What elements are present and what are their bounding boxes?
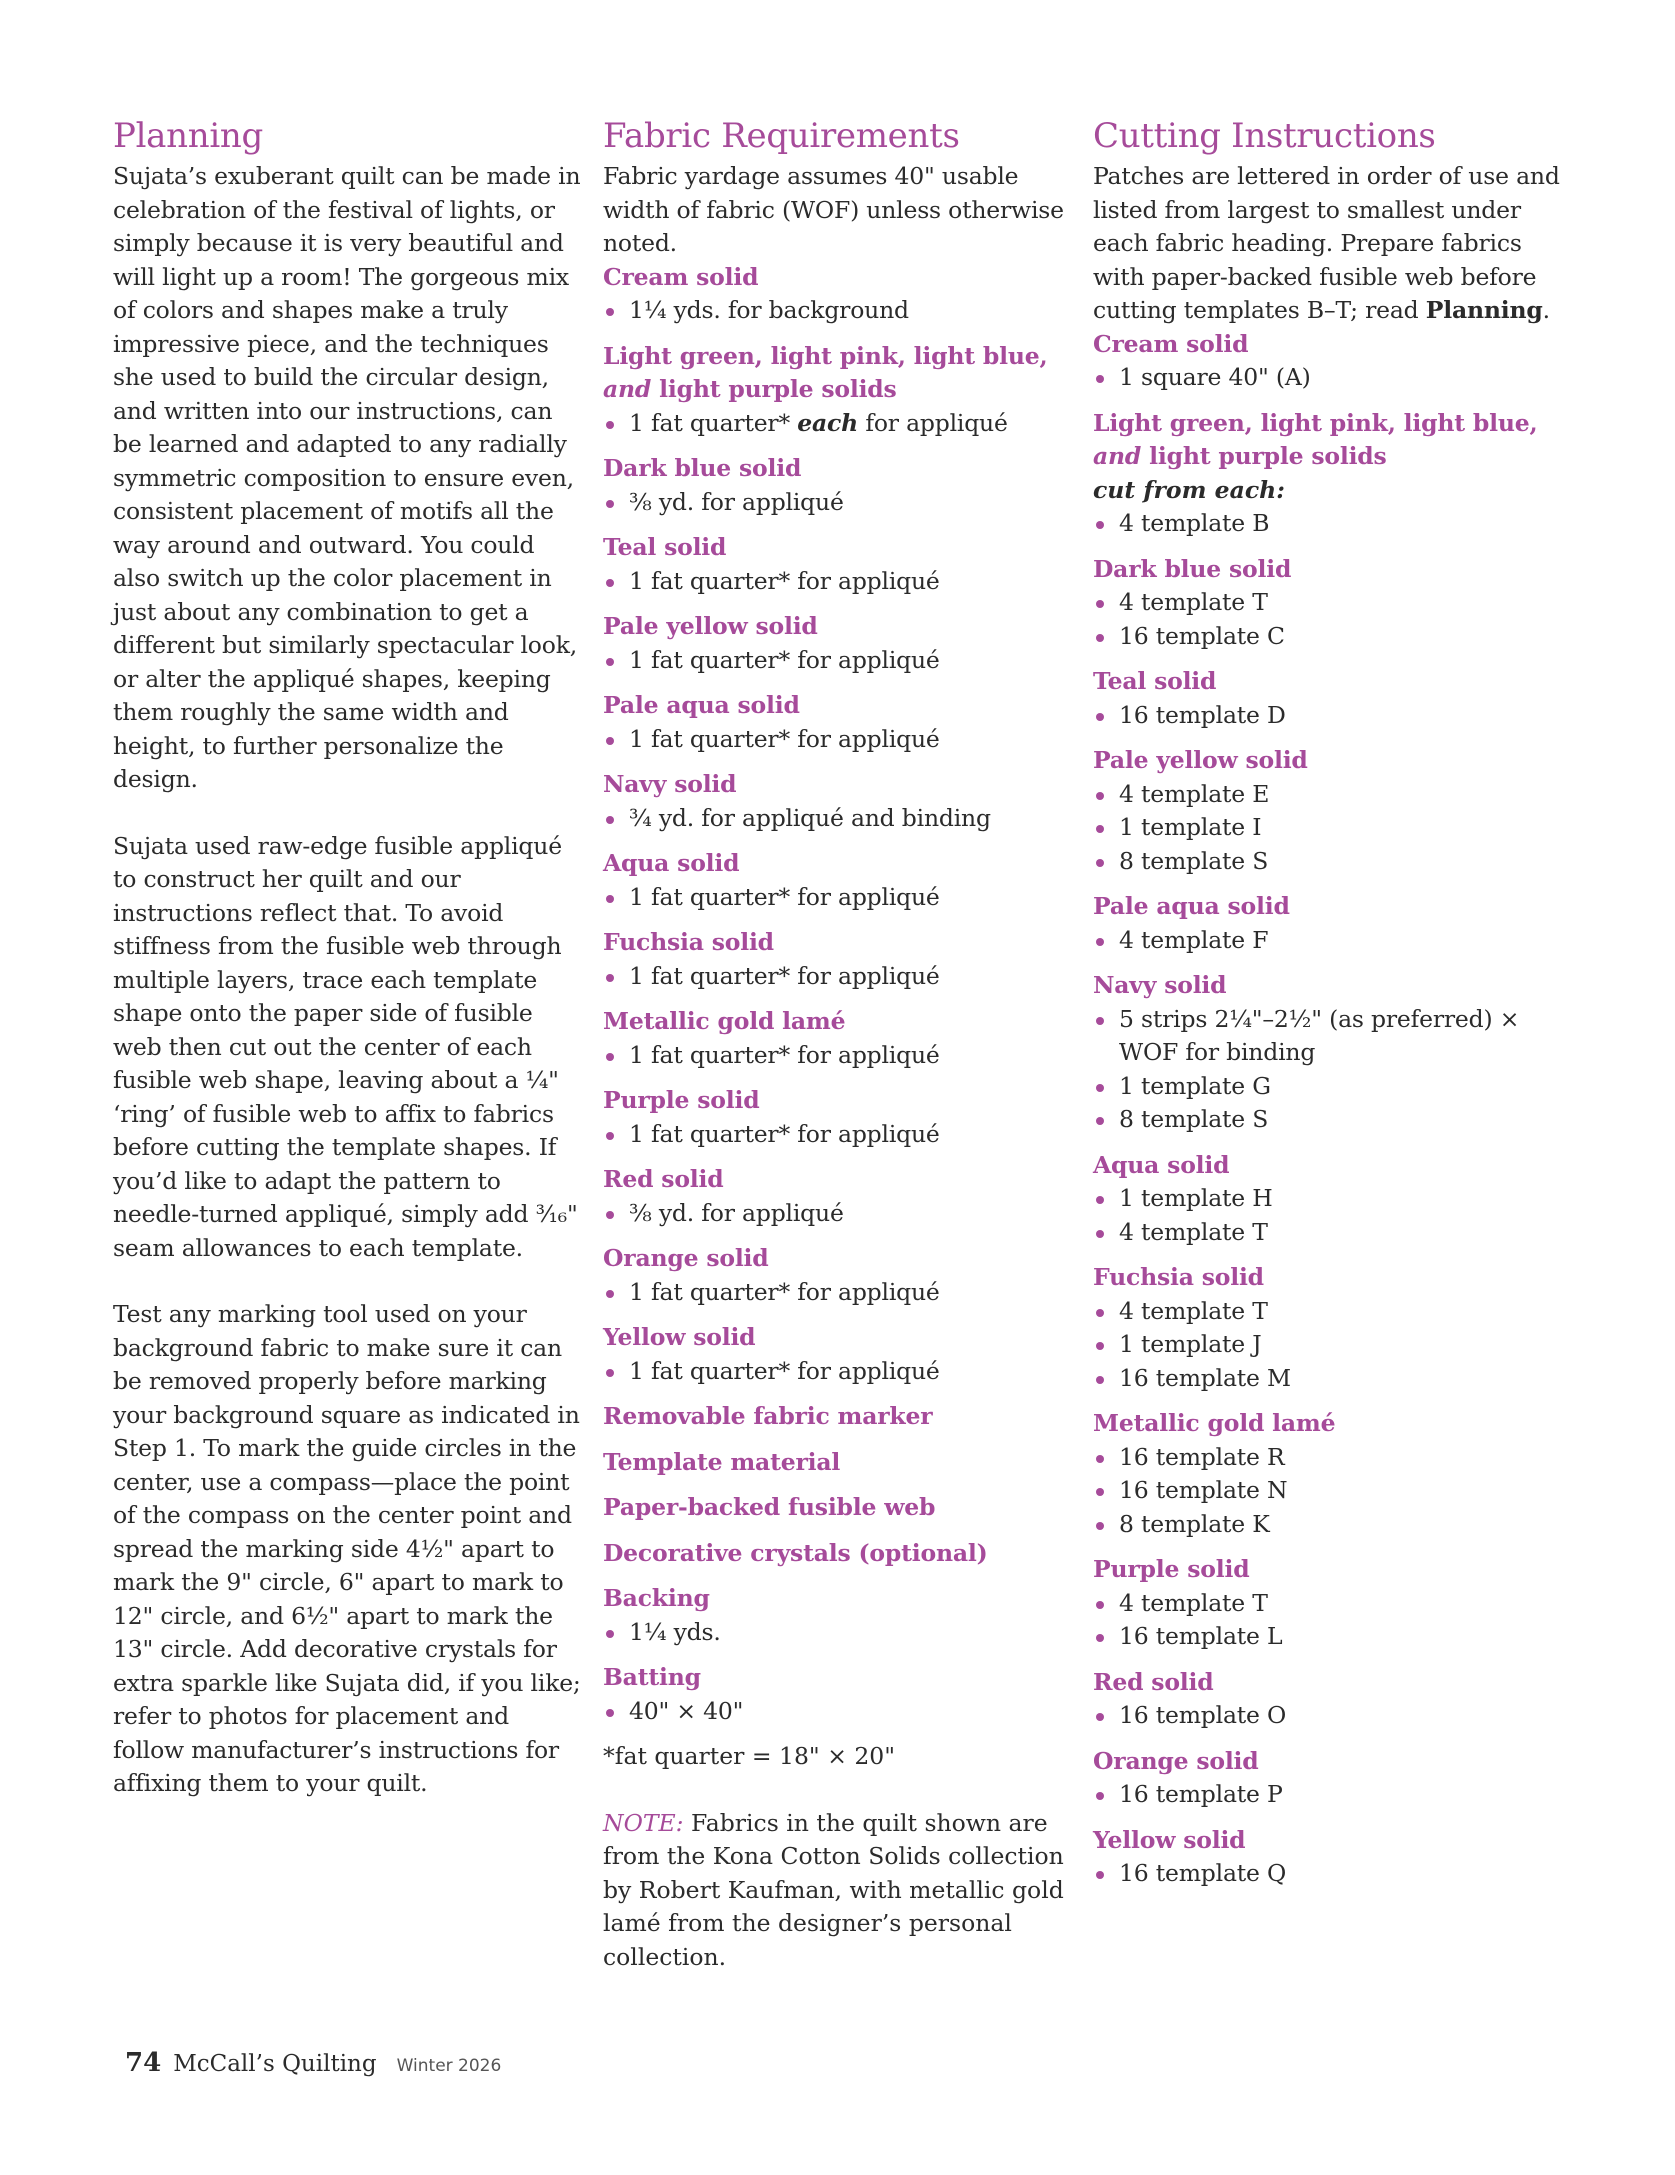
fabric-group: [603, 689, 1073, 756]
fabric-item: 1 fat quarter* for appliqué: [603, 1355, 1073, 1389]
fabric-requirements-title: Fabric Requirements: [603, 116, 960, 156]
cutting-item: 1 square 40" (A): [1093, 361, 1563, 395]
cutting-intro-planning-ref: Planning: [1425, 296, 1543, 324]
fabric-fabric-name: Navy solid: [603, 770, 737, 798]
fabric-item-list: [603, 407, 1073, 441]
fabric-item: 40" × 40": [603, 1695, 1073, 1729]
fabric-fabric-name: Teal solid: [603, 533, 727, 561]
cutting-intro-end: .: [1542, 296, 1550, 324]
fabric-fabric-name: Pale aqua solid: [603, 691, 800, 719]
cutting-item-list: [1093, 1587, 1563, 1654]
fabric-item-list: [603, 294, 1073, 328]
cutting-item: 4 template F: [1093, 924, 1563, 958]
fabric-item: 1 fat quarter* for appliqué: [603, 1276, 1073, 1310]
fabric-requirements-column: [603, 116, 1073, 1974]
cutting-item: 1 template H: [1093, 1182, 1563, 1216]
fabric-item-list: [603, 802, 1073, 836]
cutting-fabric-name: Yellow solid: [1093, 1825, 1246, 1854]
fabric-item: 1 fat quarter* for appliqué: [603, 565, 1073, 599]
cutting-group: [1093, 1261, 1563, 1395]
fabric-fabric-name: Paper-backed fusible web: [603, 1493, 936, 1521]
fabric-list: [603, 261, 1073, 1729]
issue-date: Winter 2026: [396, 2056, 502, 2076]
cutting-fabric-name: Fuchsia solid: [1093, 1263, 1264, 1291]
cutting-instructions-column: [1093, 116, 1563, 1903]
cutting-item-list: [1093, 586, 1563, 653]
fabric-fabric-name: [603, 340, 1073, 407]
cutting-item: 16 template D: [1093, 699, 1563, 733]
cutting-group: [1093, 1553, 1563, 1654]
cutting-group: [1093, 1666, 1563, 1733]
fabric-item-list: [603, 960, 1073, 994]
cutting-item-list: [1093, 1182, 1563, 1249]
fabric-item-list: [603, 1616, 1073, 1650]
planning-paragraph-1: Sujata’s exuberant quilt can be made in celebration of the festival of lights, or simply because it is very beautiful and will light up a room! The gorgeous mix of colors and shapes make a truly impressive piece, and the techniques she used to build the circular design, and written into our instructions, can be learned and adapted to any radially symmetric composition to ensure even, consistent placement of motifs all the way around and outward. You could also switch up the color placement in just about any combination to get a different but similarly spectacular look, or alter the appliqué shapes, keeping them roughly the same width and height, to further personalize the design.: [113, 162, 581, 793]
fabric-item: 1¼ yds.: [603, 1616, 1073, 1650]
fabric-group: [603, 1242, 1073, 1309]
fabric-item-list: [603, 1276, 1073, 1310]
fabric-group: [603, 261, 1073, 328]
cutting-item: 16 template P: [1093, 1778, 1563, 1812]
cutting-item-list: [1093, 778, 1563, 879]
cutting-group: [1093, 407, 1563, 541]
cutting-item: 5 strips 2¼"–2½" (as preferred) × WOF for binding: [1093, 1003, 1563, 1070]
fabric-name-and: and: [603, 375, 652, 403]
cutting-instructions-title: Cutting Instructions: [1093, 116, 1436, 156]
cutting-item: 1 template I: [1093, 811, 1563, 845]
cutting-list: [1093, 328, 1563, 1891]
fabric-group: [603, 1400, 1073, 1434]
fabric-group: [603, 531, 1073, 598]
cutting-fabric-name: Cream solid: [1093, 329, 1249, 358]
fabric-item-list: [603, 486, 1073, 520]
fabric-group: [603, 926, 1073, 993]
page-footer: [125, 2048, 501, 2078]
fabric-fabric-name: Yellow solid: [603, 1323, 756, 1351]
cutting-item: 16 template N: [1093, 1474, 1563, 1508]
fabric-fabric-name: Pale yellow solid: [603, 612, 818, 640]
fabric-intro: Fabric yardage assumes 40" usable width of fabric (WOF) unless otherwise noted.: [603, 162, 1064, 257]
fabric-item: 1 fat quarter* for appliqué: [603, 1039, 1073, 1073]
cutting-item-list: [1093, 1857, 1563, 1891]
cutting-item: 8 template S: [1093, 845, 1563, 879]
note-label: NOTE:: [603, 1808, 684, 1837]
cutting-item-list: [1093, 699, 1563, 733]
fabric-fabric-name: Decorative crystals (optional): [603, 1538, 988, 1567]
cutting-item: 8 template K: [1093, 1508, 1563, 1542]
planning-title: Planning: [113, 116, 263, 156]
fat-quarter-footnote: *fat quarter = 18" × 20": [603, 1742, 896, 1770]
fabric-name-part: Light green, light pink, light blue,: [1093, 408, 1538, 437]
cutting-intro: [1093, 160, 1563, 328]
item-text: 1 fat quarter*: [629, 408, 798, 437]
fabric-item-list: [603, 881, 1073, 915]
fabric-fabric-name: Orange solid: [603, 1244, 769, 1272]
cutting-item: 16 template L: [1093, 1620, 1563, 1654]
fabric-fabric-name: Batting: [603, 1663, 701, 1691]
cutting-item-list: [1093, 1441, 1563, 1542]
cutting-item: 16 template C: [1093, 620, 1563, 654]
cutting-fabric-name: Aqua solid: [1093, 1150, 1230, 1179]
fabric-fabric-name: Fuchsia solid: [603, 928, 774, 956]
fabric-item: ⅜ yd. for appliqué: [603, 486, 1073, 520]
cutting-item-list: [1093, 924, 1563, 958]
cutting-fabric-name: Navy solid: [1093, 971, 1227, 999]
fabric-item: 1 fat quarter* for appliqué: [603, 1118, 1073, 1152]
cutting-item-list: [1093, 1699, 1563, 1733]
cutting-item: 16 template R: [1093, 1441, 1563, 1475]
item-text: for appliqué: [858, 408, 1008, 437]
fabric-group: [603, 1084, 1073, 1151]
fabric-group: [603, 1321, 1073, 1388]
fabric-group: [603, 452, 1073, 519]
cutting-item: 16 template Q: [1093, 1857, 1563, 1891]
note-text: Fabrics in the quilt shown are from the Kona Cotton Solids collection by Robert Kaufman, with metallic gold lamé from the designer’s personal collection.: [603, 1808, 1064, 1971]
fabric-fabric-name: Red solid: [603, 1165, 724, 1193]
cutting-fabric-name: Red solid: [1093, 1667, 1214, 1696]
cutting-item: 8 template S: [1093, 1103, 1563, 1137]
fabric-item: 1 fat quarter* for appliqué: [603, 723, 1073, 757]
cutting-fabric-name: Pale aqua solid: [1093, 892, 1290, 920]
cutting-fabric-name: Pale yellow solid: [1093, 746, 1308, 774]
fabric-fabric-name: Dark blue solid: [603, 454, 802, 482]
fabric-group: [603, 340, 1073, 441]
fabric-group: [603, 1491, 1073, 1525]
fabric-fabric-name: Template material: [603, 1447, 841, 1476]
fabric-fabric-name: Purple solid: [603, 1086, 760, 1114]
fabric-group: [603, 1446, 1073, 1480]
cutting-group: [1093, 1824, 1563, 1891]
fabric-item: 1 fat quarter* for appliqué: [603, 960, 1073, 994]
fabric-name-part: light purple solids: [1141, 442, 1387, 470]
fabric-name-part: light purple solids: [651, 375, 897, 403]
cutting-group: [1093, 1745, 1563, 1812]
fabric-item-list: [603, 723, 1073, 757]
cutting-item-list: [1093, 507, 1563, 541]
cutting-fabric-name: [1093, 407, 1563, 474]
cutting-fabric-name: Orange solid: [1093, 1746, 1259, 1775]
fabric-item-list: [603, 1197, 1073, 1231]
fabric-item-list: [603, 1355, 1073, 1389]
page-number: 74: [125, 2048, 162, 2078]
fabric-note: [603, 1807, 1073, 1975]
cutting-item: 4 template B: [1093, 507, 1563, 541]
cutting-item: 4 template T: [1093, 586, 1563, 620]
fabric-item: 1¼ yds. for background: [603, 294, 1073, 328]
cutting-fabric-name: Teal solid: [1093, 667, 1217, 695]
fabric-fabric-name: Backing: [603, 1584, 710, 1612]
planning-column: [113, 116, 583, 1801]
fabric-name-and: and: [1093, 442, 1142, 470]
cutting-item: 4 template T: [1093, 1295, 1563, 1329]
fabric-item-list: [603, 565, 1073, 599]
cutting-group: [1093, 744, 1563, 878]
cutting-item: 4 template T: [1093, 1216, 1563, 1250]
item-emphasis: each: [797, 408, 859, 437]
cutting-group: [1093, 1149, 1563, 1250]
fabric-group: [603, 768, 1073, 835]
cutting-group: [1093, 328, 1563, 395]
cutting-item: 4 template T: [1093, 1587, 1563, 1621]
cutting-item-list: [1093, 1295, 1563, 1396]
fabric-group: [603, 847, 1073, 914]
fabric-item-list: [603, 1118, 1073, 1152]
cutting-group: [1093, 665, 1563, 732]
fabric-fabric-name: Metallic gold lamé: [603, 1007, 846, 1035]
fabric-group: [603, 610, 1073, 677]
cutting-intro-text: Patches are lettered in order of use and listed from largest to smallest under each fabric heading. Prepare fabrics with paper-backed fusible web before cutting templates B–T; read: [1093, 162, 1560, 324]
fabric-item: 1 fat quarter* for appliqué: [603, 881, 1073, 915]
cutting-group: [1093, 1407, 1563, 1541]
cutting-fabric-name: Metallic gold lamé: [1093, 1409, 1336, 1437]
cutting-item: 16 template M: [1093, 1362, 1563, 1396]
fabric-name-part: Light green, light pink, light blue,: [603, 341, 1048, 370]
fabric-fabric-name: Cream solid: [603, 262, 759, 291]
cutting-group: [1093, 890, 1563, 957]
cutting-fabric-name: Dark blue solid: [1093, 554, 1292, 583]
cutting-group: [1093, 969, 1563, 1137]
fabric-item-list: [603, 644, 1073, 678]
cutting-item: 4 template E: [1093, 778, 1563, 812]
magazine-name: McCall’s Quilting: [173, 2051, 377, 2077]
fabric-item: ⅜ yd. for appliqué: [603, 1197, 1073, 1231]
fabric-item-list: [603, 1039, 1073, 1073]
fabric-item: 1 fat quarter* for appliqué: [603, 644, 1073, 678]
cutting-fabric-name: Purple solid: [1093, 1555, 1250, 1583]
planning-paragraph-2: Sujata used raw-edge fusible appliqué to construct her quilt and our instructions reflect that. To avoid stiffness from the fusible web through multiple layers, trace each template shape onto the paper side of fusible web then cut out the center of each fusible web shape, leaving about a ¼" ‘ring’ of fusible web to affix to fabrics before cutting the template shapes. If you’d like to adapt the pattern to needle-turned appliqué, simply add ³⁄₁₆" seam allowances to each template.: [113, 831, 578, 1262]
cutting-item-list: [1093, 1003, 1563, 1137]
cutting-item-list: [1093, 361, 1563, 395]
fabric-group: [603, 1582, 1073, 1649]
fabric-fabric-name: Aqua solid: [603, 849, 740, 877]
fabric-item-list: [603, 1695, 1073, 1729]
fabric-fabric-name: Removable fabric marker: [603, 1402, 933, 1430]
planning-paragraph-3: Test any marking tool used on your background fabric to make sure it can be removed properly before marking your background square as indicated in Step 1. To mark the guide circles in the center, use a compass—place the point of the compass on the center point and spread the marking side 4½" apart to mark the 9" circle, 6" apart to mark to 12" circle, and 6½" apart to mark the 13" circle. Add decorative crystals for extra sparkle like Sujata did, if you like; refer to photos for placement and follow manufacturer’s instructions for affixing them to your quilt.: [113, 1300, 581, 1797]
cutting-item: 1 template G: [1093, 1070, 1563, 1104]
fabric-group: [603, 1537, 1073, 1571]
cutting-item: 1 template J: [1093, 1328, 1563, 1362]
cutting-group: [1093, 553, 1563, 654]
fabric-item: [603, 407, 1073, 441]
fabric-group: [603, 1163, 1073, 1230]
fabric-group: [603, 1661, 1073, 1728]
cutting-item: 16 template O: [1093, 1699, 1563, 1733]
cutting-item-list: [1093, 1778, 1563, 1812]
fabric-group: [603, 1005, 1073, 1072]
cutting-cut-from-each: cut from each:: [1093, 475, 1285, 504]
fabric-item: ¾ yd. for appliqué and binding: [603, 802, 1073, 836]
